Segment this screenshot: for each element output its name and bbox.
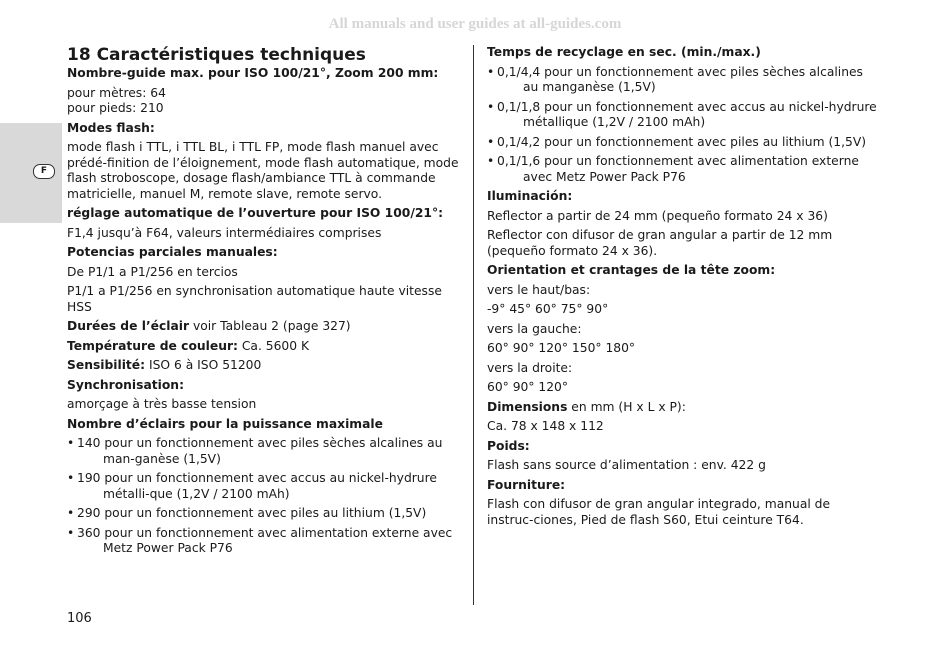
flash-duration-label: Durées de l’éclair: [67, 319, 190, 333]
sync-heading: Synchronisation:: [67, 377, 184, 392]
recycle-heading: Temps de recyclage en sec. (min./max.): [487, 45, 761, 59]
dimensions-unit: en mm (H x L x P):: [567, 399, 686, 414]
watermark: All manuals and user guides at all-guides.com: [328, 16, 622, 32]
bullet-icon: •: [67, 506, 75, 520]
sensitivity-line: [67, 358, 462, 374]
right-values: 60° 90° 120°: [487, 380, 569, 394]
page-number: 106: [67, 611, 92, 626]
illumination-text-1: Reflector a partir de 24 mm (pequeño formato 24 x 36): [487, 208, 828, 223]
dimensions-label: Dimensions: [487, 399, 568, 414]
flash-duration-line: [67, 319, 462, 335]
right-column: [487, 45, 879, 528]
list-item-text: 0,1/1,8 pour un fonctionnement avec accus au nickel-hydrure métallique (1,2V / 2100 mAh): [497, 99, 877, 129]
bullet-icon: •: [487, 99, 495, 114]
supply-heading: Fourniture:: [487, 477, 566, 492]
list-item: [67, 471, 462, 502]
bullet-icon: •: [487, 134, 495, 149]
aperture-text: F1,4 jusqu’à F64, valeurs intermédiaires comprises: [67, 225, 382, 240]
bullet-icon: •: [487, 154, 495, 168]
list-item: [487, 135, 879, 151]
supply-text: Flash con difusor de gran angular integrado, manual de instruc-ciones, Pied de flash S60, Etui ceinture T64.: [487, 497, 831, 527]
guide-number-heading: Nombre-guide max. pour ISO 100/21°, Zoom 200 mm:: [67, 66, 439, 80]
left-label: vers la gauche:: [487, 321, 582, 336]
list-item: [487, 100, 879, 131]
list-item-text: 290 pour un fonctionnement avec piles au lithium (1,5V): [77, 506, 427, 520]
bullet-icon: •: [67, 525, 75, 540]
language-badge: F: [33, 164, 55, 179]
list-item-text: 0,1/4,4 pour un fonctionnement avec piles sèches alcalines au manganèse (1,5V): [497, 64, 863, 94]
sensitivity-value: ISO 6 à ISO 51200: [145, 358, 262, 372]
weight-text: Flash sans source d’alimentation : env. 422 g: [487, 458, 766, 472]
color-temperature-line: [67, 339, 462, 355]
flash-duration-value: voir Tableau 2 (page 327): [189, 319, 351, 333]
illumination-text-2: Reflector con difusor de gran angular a partir de 12 mm (pequeño formato 24 x 36).: [487, 228, 833, 258]
color-temperature-value: Ca. 5600 K: [237, 338, 310, 353]
left-column: [67, 45, 462, 557]
color-temperature-label: Température de couleur:: [67, 338, 238, 353]
column-divider: [473, 45, 474, 605]
dimensions-line: [487, 400, 879, 416]
guide-number-feet: pour pieds: 210: [67, 101, 164, 115]
modes-text: mode flash i TTL, i TTL BL, i TTL FP, mode flash manuel avec prédé-finition de l’éloignement, mode flash automatique, mode flash stroboscope, dosage flash/ambiance TTL à commande matricielle, manuel M, remote slave, remote servo.: [67, 140, 459, 201]
list-item-text: 0,1/1,6 pour un fonctionnement avec alimentation externe avec Metz Power Pack P76: [497, 154, 859, 184]
right-label: vers la droite:: [487, 360, 573, 375]
modes-heading: Modes flash:: [67, 120, 155, 135]
list-item-text: 190 pour un fonctionnement avec accus au nickel-hydrure métalli-que (1,2V / 2100 mAh): [77, 471, 437, 501]
sensitivity-label: Sensibilité:: [67, 358, 146, 372]
weight-heading: Poids:: [487, 438, 530, 453]
page-title: 18 Caractéristiques techniques: [67, 45, 366, 65]
dimensions-value: Ca. 78 x 148 x 112: [487, 419, 604, 433]
partial-power-heading: Potencias parciales manuales:: [67, 245, 278, 259]
list-item: [67, 436, 462, 467]
flash-count-heading: Nombre d’éclairs pour la puissance maximale: [67, 416, 383, 431]
list-item-text: 360 pour un fonctionnement avec alimentation externe avec Metz Power Pack P76: [77, 525, 453, 555]
bullet-icon: •: [67, 436, 75, 450]
list-item: [67, 506, 462, 522]
orientation-heading: Orientation et crantages de la tête zoom:: [487, 263, 776, 277]
left-values: 60° 90° 120° 150° 180°: [487, 341, 636, 355]
guide-number-meters: pour mètres: 64: [67, 85, 166, 100]
up-down-values: -9° 45° 60° 75° 90°: [487, 302, 609, 316]
list-item: [487, 65, 879, 96]
sync-text: amorçage à très basse tension: [67, 397, 257, 411]
list-item-text: 140 pour un fonctionnement avec piles sèches alcalines au man-ganèse (1,5V): [77, 436, 443, 466]
list-item-text: 0,1/4,2 pour un fonctionnement avec piles au lithium (1,5V): [497, 134, 867, 149]
list-item: [67, 526, 462, 557]
illumination-heading: Iluminación:: [487, 189, 573, 203]
bullet-icon: •: [487, 64, 495, 79]
list-item: [487, 154, 879, 185]
partial-power-text-2: P1/1 a P1/256 en synchronisation automatique haute vitesse HSS: [67, 284, 442, 314]
partial-power-text-1: De P1/1 a P1/256 en tercios: [67, 264, 238, 279]
aperture-heading: réglage automatique de l’ouverture pour ISO 100/21°:: [67, 206, 444, 220]
up-down-label: vers le haut/bas:: [487, 282, 591, 297]
bullet-icon: •: [67, 471, 75, 485]
